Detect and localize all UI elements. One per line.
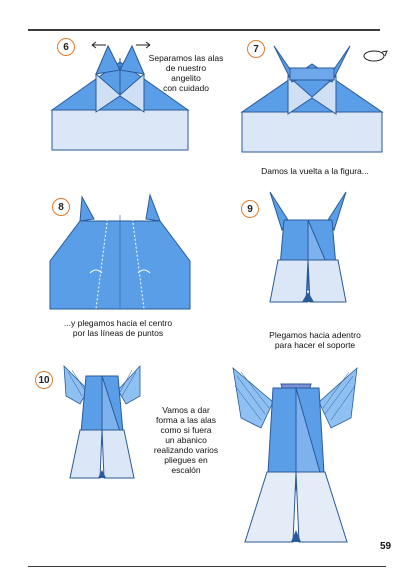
step-7-badge: 7 bbox=[247, 40, 265, 58]
step-10-caption: Vamos a dar forma a las alas como si fuera un abanico realizando varios pliegues en escalón bbox=[153, 405, 219, 475]
step-6-caption: Separamos las alas de nuestro angelito con cuidado bbox=[148, 53, 224, 93]
step-9-figure bbox=[262, 190, 362, 320]
step-9-badge: 9 bbox=[241, 200, 259, 218]
step-8-figure bbox=[50, 193, 190, 313]
bottom-rule bbox=[28, 566, 386, 567]
step-9-caption: Plegamos hacia adentro para hacer el soporte bbox=[269, 330, 361, 350]
page-number: 59 bbox=[380, 541, 392, 552]
step-6-badge: 6 bbox=[57, 38, 75, 56]
step-7-caption: Damos la vuelta a la figura... bbox=[261, 166, 369, 176]
top-rule bbox=[28, 29, 380, 31]
step-7-figure bbox=[242, 42, 402, 152]
step-8-caption: ...y plegamos hacia el centro por las líneas de puntos bbox=[63, 318, 173, 338]
step-10-badge: 10 bbox=[35, 371, 53, 389]
final-angel-figure bbox=[233, 362, 363, 552]
step-8-badge: 8 bbox=[52, 198, 70, 216]
